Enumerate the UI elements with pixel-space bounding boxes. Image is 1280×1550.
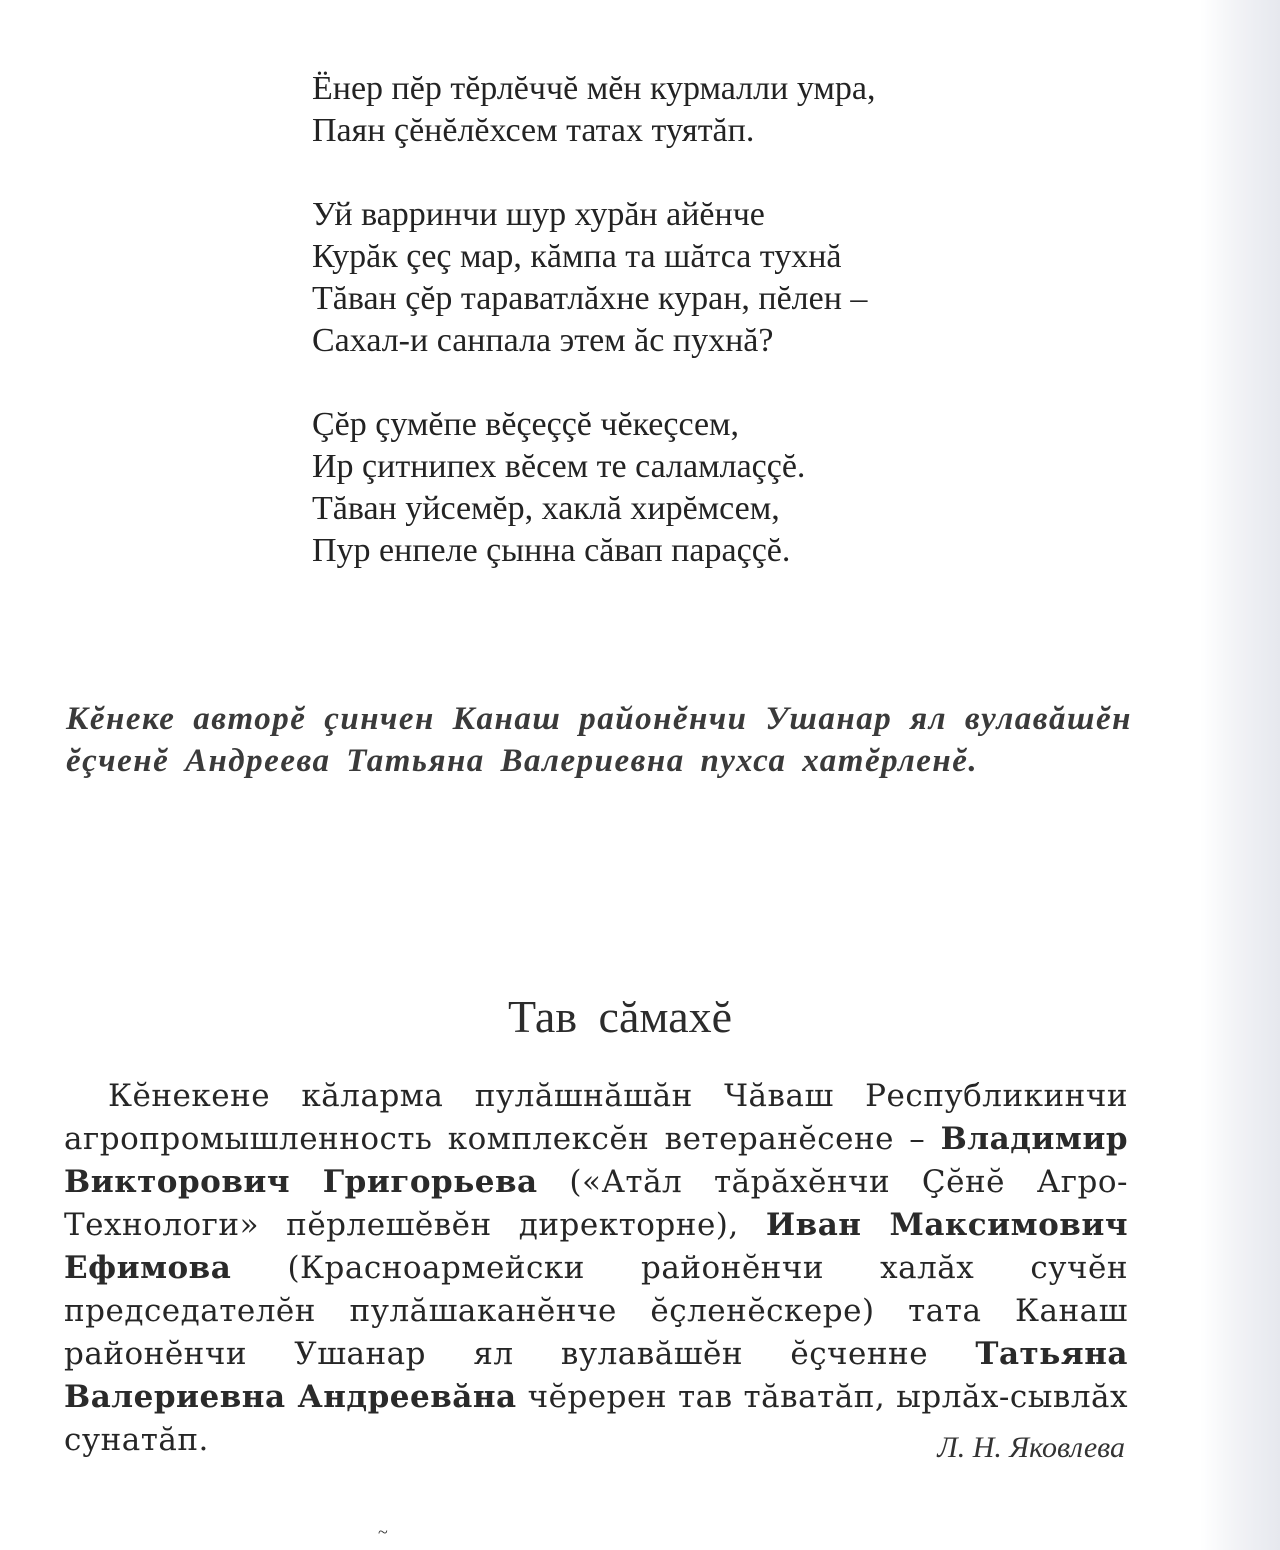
- page-number: ~: [378, 1522, 388, 1542]
- signature: Л. Н. Яковлева: [937, 1431, 1125, 1464]
- poem-line: Сахал-и санпала этем ăс пухнă?: [312, 322, 774, 359]
- page-edge-shadow: [1200, 0, 1280, 1550]
- poem-line: Ёнер пĕр тĕрлĕччĕ мĕн курмалли умра,: [312, 70, 876, 107]
- section-title: Тав сăмахĕ: [507, 991, 733, 1042]
- poem-line: Ир çитнипех вĕсем те саламлаççĕ.: [312, 448, 806, 485]
- person-name: Иван Максимович Ефимова: [64, 1207, 1129, 1286]
- paragraph-text: («Атăл тăрăхĕнчи Çĕнĕ Агро-Технологи» пĕрлешĕвĕн директорне),: [64, 1164, 1128, 1243]
- poem-stanza-2: [312, 194, 875, 362]
- author-note: Кĕнеке авторĕ çинчен Канаш районĕнчи Ушанар ял вулавăшĕн ĕçченĕ Андреева Татьяна Валериевна пухса хатĕрленĕ.: [66, 701, 1132, 779]
- poem-line: Курăк çеç мар, кăмпа та шăтса тухнă: [312, 238, 842, 275]
- poem-line: Тăван çĕр тараватлăхне куран, пĕлен –: [312, 280, 868, 317]
- poem-stanza-3: [312, 404, 875, 572]
- paragraph-text: чĕререн тав тăватăп, ырлăх-сывлăх сунатăп.: [64, 1379, 1128, 1458]
- poem-stanza-1: [312, 68, 875, 152]
- poem-line: Пур енпеле çынна сăвап параççĕ.: [312, 532, 791, 569]
- paragraph-text: Кĕнекене кăларма пулăшнăшăн Чăваш Республикинчи агропромышленность комплексĕн ветеранĕсене –: [64, 1078, 1128, 1157]
- poem-line: Çĕр çумĕпе вĕçеççĕ чĕкеçсем,: [312, 406, 740, 443]
- acknowledgement-paragraph: [64, 1075, 1128, 1462]
- poem: [312, 68, 875, 614]
- poem-line: Паян çĕнĕлĕхсем татах туятăп.: [312, 112, 755, 149]
- poem-line: Уй варринчи шур хурăн айĕнче: [312, 196, 765, 233]
- paragraph-text: (Красноармейски районĕнчи халăх сучĕн председателĕн пулăшаканĕнче ĕçленĕскере) тата Канаш районĕнчи Ушанар ял вулавăшĕн ĕçченне: [64, 1250, 1128, 1372]
- person-name: Татьяна Валериевна Андреевăна: [64, 1336, 1128, 1415]
- person-name: Владимир Викторович Григорьева: [64, 1121, 1128, 1200]
- poem-line: Тăван уйсемĕр, хаклă хирĕмсем,: [312, 490, 780, 527]
